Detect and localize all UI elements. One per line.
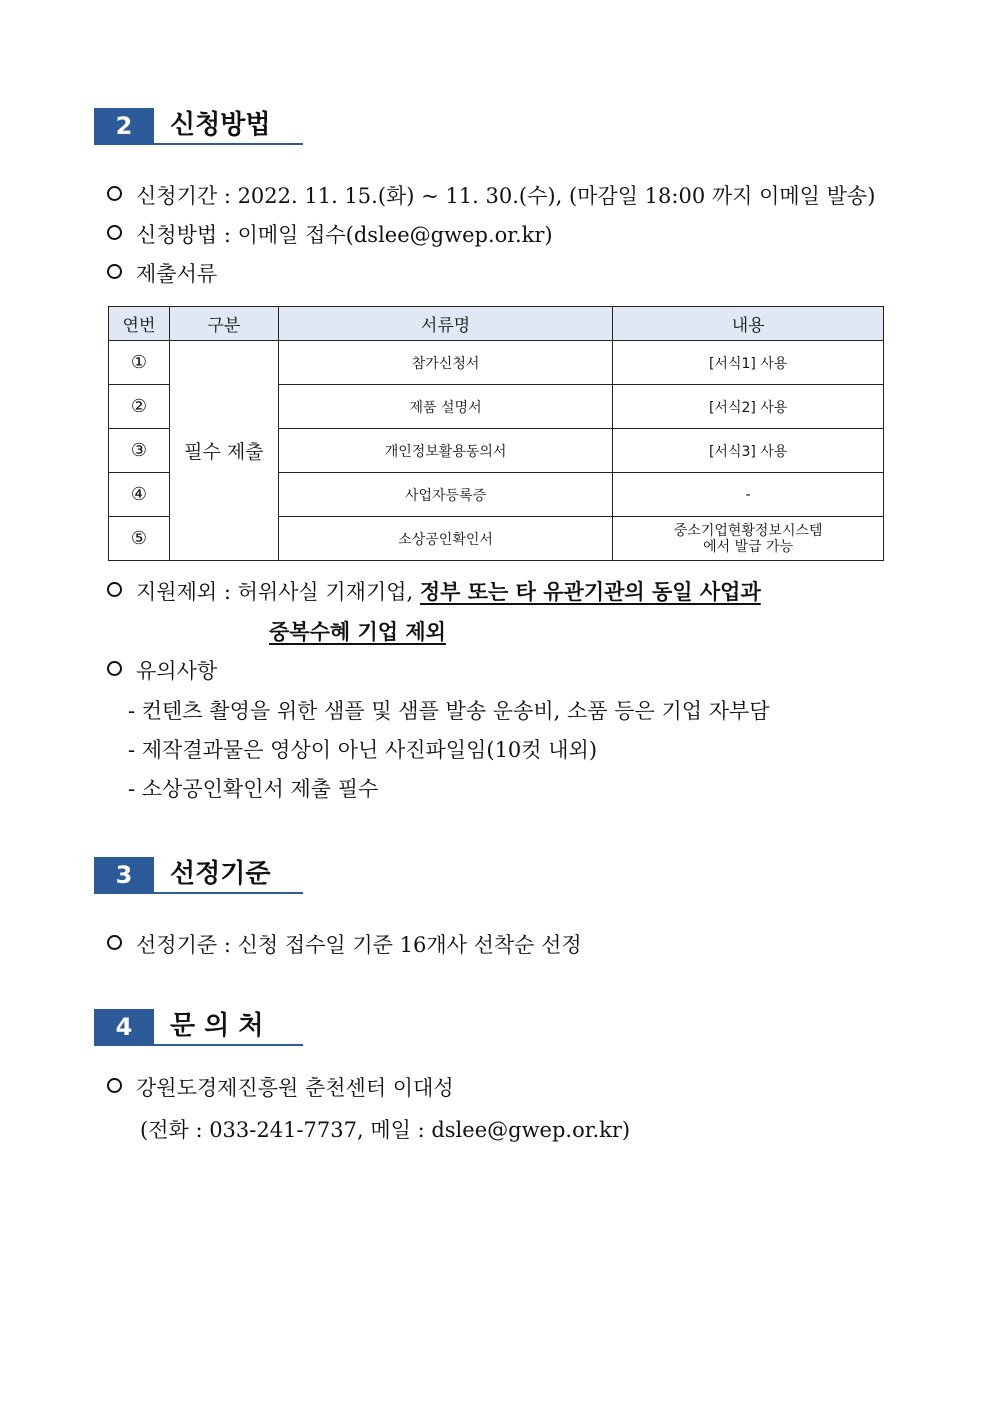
section-title: 선정기준 <box>170 859 271 889</box>
application-method-text: 신청방법 : 이메일 접수(dslee@gwep.or.kr) <box>136 223 553 247</box>
note-item: - 컨텐츠 촬영을 위한 샘플 및 샘플 발송 운송비, 소품 등은 기업 자부담 <box>128 699 770 723</box>
documents-table <box>108 306 884 561</box>
circle-bullet-icon <box>107 661 122 676</box>
document-name: 사업자등록증 <box>278 473 613 517</box>
contact-person <box>107 1074 454 1102</box>
section-title: 신청방법 <box>170 110 271 140</box>
content-line: 중소기업현황정보시스템 <box>673 522 823 539</box>
note-item: - 소상공인확인서 제출 필수 <box>128 777 379 801</box>
documents-label-text: 제출서류 <box>136 262 218 286</box>
content-line: 에서 발급 가능 <box>703 538 794 555</box>
section-underline <box>94 143 303 145</box>
notes-label <box>107 657 217 685</box>
circle-bullet-icon <box>107 582 122 597</box>
document-content: [서식1] 사용 <box>613 341 884 385</box>
document-name: 참가신청서 <box>278 341 613 385</box>
col-header-number: 연번 <box>109 307 170 341</box>
section-number: 4 <box>94 1009 154 1045</box>
section-title: 문 의 처 <box>170 1011 264 1041</box>
row-number: ④ <box>109 473 170 517</box>
document-name: 소상공인확인서 <box>278 517 613 561</box>
application-period-text: 신청기간 : 2022. 11. 15.(화) ~ 11. 30.(수), (마감일 18:00 까지 이메일 발송) <box>136 184 876 208</box>
contact-detail: (전화 : 033-241-7737, 메일 : dslee@gwep.or.kr) <box>140 1118 631 1142</box>
section-underline <box>94 892 303 894</box>
section-2-header <box>94 108 303 146</box>
document-content: [서식3] 사용 <box>613 429 884 473</box>
circle-bullet-icon <box>107 225 122 240</box>
document-name: 제품 설명서 <box>278 385 613 429</box>
section-number: 2 <box>94 108 154 144</box>
section-underline <box>94 1044 303 1046</box>
table-header-row <box>109 307 884 341</box>
notes-label-text: 유의사항 <box>136 659 218 683</box>
row-number: ① <box>109 341 170 385</box>
circle-bullet-icon <box>107 264 122 279</box>
exclusion <box>107 578 761 606</box>
col-header-content: 내용 <box>613 307 884 341</box>
application-period <box>107 182 875 210</box>
document-content <box>613 517 884 561</box>
document-content: - <box>613 473 884 517</box>
documents-label <box>107 260 217 288</box>
section-number: 3 <box>94 857 154 893</box>
category-cell: 필수 제출 <box>169 341 278 561</box>
circle-bullet-icon <box>107 186 122 201</box>
application-method <box>107 221 553 249</box>
section-4-header <box>94 1009 303 1047</box>
exclusion-continued <box>269 618 446 646</box>
row-number: ⑤ <box>109 517 170 561</box>
exclusion-emphasis-1: 정부 또는 타 유관기관의 동일 사업과 <box>419 580 761 604</box>
table-row <box>109 341 884 385</box>
col-header-category: 구분 <box>169 307 278 341</box>
selection-criteria <box>107 931 582 959</box>
contact-person-text: 강원도경제진흥원 춘천센터 이대성 <box>136 1076 454 1100</box>
selection-criteria-text: 선정기준 : 신청 접수일 기준 16개사 선착순 선정 <box>136 933 582 957</box>
exclusion-emphasis-2: 중복수혜 기업 제외 <box>269 620 446 644</box>
note-item: - 제작결과물은 영상이 아닌 사진파일임(10컷 내외) <box>128 738 598 762</box>
circle-bullet-icon <box>107 935 122 950</box>
row-number: ② <box>109 385 170 429</box>
row-number: ③ <box>109 429 170 473</box>
document-name: 개인정보활용동의서 <box>278 429 613 473</box>
section-3-header <box>94 857 303 895</box>
document-content: [서식2] 사용 <box>613 385 884 429</box>
exclusion-prefix: 지원제외 : 허위사실 기재기업, <box>136 580 420 604</box>
circle-bullet-icon <box>107 1078 122 1093</box>
col-header-document: 서류명 <box>278 307 613 341</box>
